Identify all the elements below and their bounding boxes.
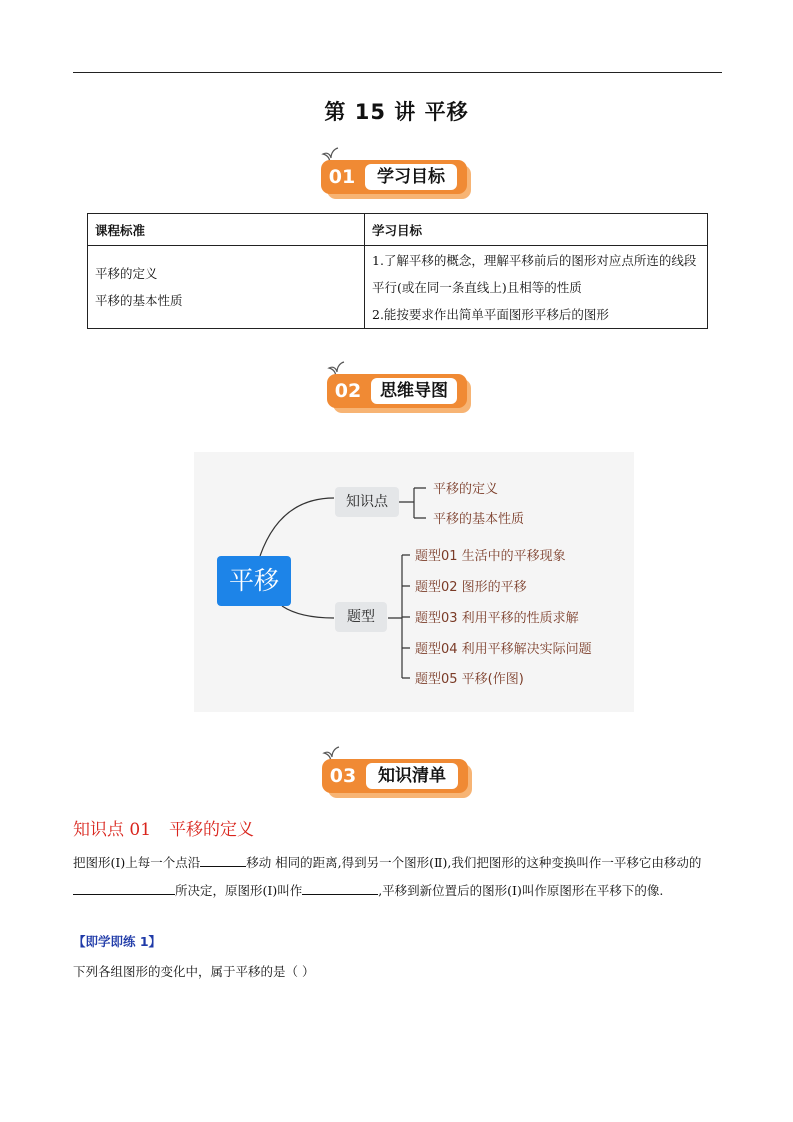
section-number: 01 — [328, 166, 356, 188]
objective-item: 1.了解平移的概念，理解平移前后的图形对应点所连的线段平行(或在同一条直线上)且相等的性质 — [372, 252, 697, 295]
fill-blank[interactable] — [200, 852, 246, 867]
standard-item: 平移的定义 — [95, 266, 158, 281]
fill-blank[interactable] — [73, 880, 175, 895]
goals-table — [87, 213, 708, 329]
mindmap-root: 平移 — [217, 556, 291, 606]
standards-cell — [88, 246, 365, 329]
knowledge-point-name: 平移的定义 — [169, 820, 255, 840]
paragraph-text: ,平移到新位置后的图形(I)叫作原图形在平移下的像. — [378, 883, 664, 898]
header-standard: 课程标准 — [88, 214, 365, 246]
section-label: 学习目标 — [365, 164, 457, 190]
table-header-row — [88, 214, 708, 246]
knowledge-point-title — [73, 815, 254, 840]
page-title: 第 15 讲 平移 — [324, 100, 469, 124]
fill-blank[interactable] — [302, 880, 378, 895]
question-text: 下列各组图形的变化中，属于平移的是（ ） — [73, 964, 315, 979]
mindmap-leaf: 平移的基本性质 — [433, 512, 525, 527]
mindmap-branch-knowledge: 知识点 — [335, 487, 399, 517]
mindmap-branch-types: 题型 — [335, 602, 387, 632]
header-rule — [73, 72, 722, 73]
mindmap-leaf: 题型04 利用平移解决实际问题 — [415, 642, 592, 657]
section-badge-knowledge — [322, 759, 474, 797]
mindmap-leaf: 题型05 平移(作图) — [415, 672, 524, 687]
section-badge-goals — [321, 160, 473, 198]
mindmap-leaf: 题型02 图形的平移 — [415, 580, 527, 595]
knowledge-point-number: 知识点 01 — [73, 820, 152, 840]
section-label: 知识清单 — [366, 763, 458, 789]
table-row — [88, 246, 708, 329]
definition-paragraph — [73, 849, 723, 905]
section-badge-mindmap — [327, 374, 475, 412]
mindmap-leaf: 题型03 利用平移的性质求解 — [415, 611, 579, 626]
section-label: 思维导图 — [371, 378, 457, 404]
paragraph-text: 把图形(I)上每一个点沿 — [73, 855, 201, 870]
section-number: 02 — [334, 380, 362, 402]
standard-item: 平移的基本性质 — [95, 293, 183, 308]
paragraph-text: 移动 相同的距离,得到另一个图形(Ⅱ),我们把图形的这种变换叫作一平移它由移动的 — [246, 855, 702, 870]
mind-map — [194, 452, 634, 712]
mindmap-leaf: 平移的定义 — [433, 482, 499, 497]
paragraph-text: 所决定，原图形(I)叫作 — [175, 883, 303, 898]
section-number: 03 — [329, 765, 357, 787]
objectives-cell — [365, 246, 708, 329]
header-objective: 学习目标 — [365, 214, 708, 246]
mindmap-leaf: 题型01 生活中的平移现象 — [415, 549, 566, 564]
objective-item: 2.能按要求作出简单平面图形平移后的图形 — [372, 306, 609, 322]
practice-label: 【即学即练 1】 — [73, 934, 162, 949]
